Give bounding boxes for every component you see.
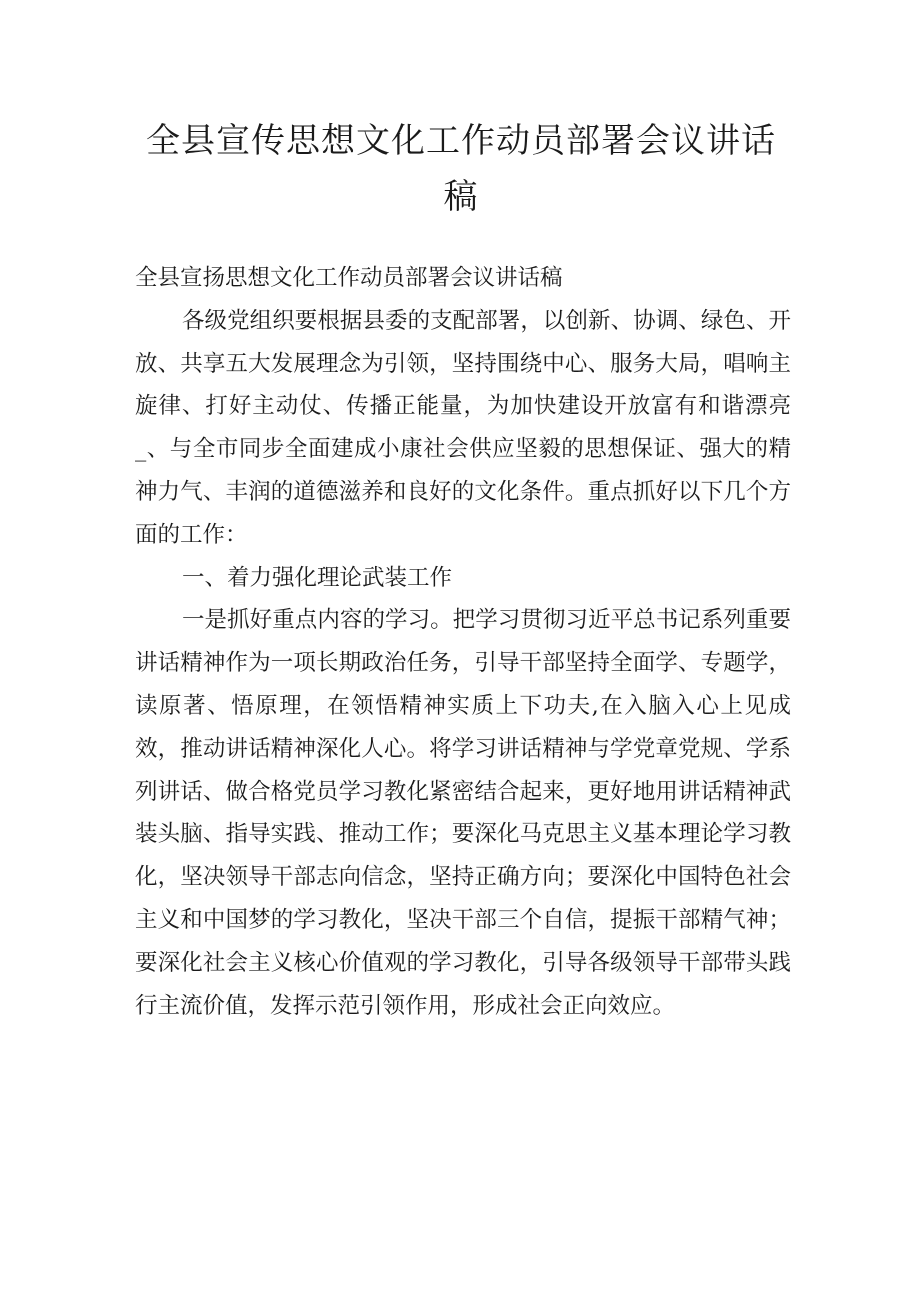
paragraph-study: 一是抓好重点内容的学习。把学习贯彻习近平总书记系列重要讲话精神作为一项长期政治任务，引导干部坚持全面学、专题学，读原著、悟原理，在领悟精神实质上下功夫,在入脑入心上见成效，推动讲话精神深化人心。将学习讲话精神与学党章党规、学系列讲话、做合格党员学习教化紧密结合起来，更好地用讲话精神武装头脑、指导实践、推动工作；要深化马克思主义基本理论学习教化，坚决领导干部志向信念，坚持正确方向；要深化中国特色社会主义和中国梦的学习教化，坚决干部三个自信，提振干部精气神；要深化社会主义核心价值观的学习教化，引导各级领导干部带头践行主流价值，发挥示范引领作用，形成社会正向效应。 (135, 607, 791, 1019)
document-body (135, 257, 791, 1027)
paragraph-intro: 各级党组织要根据县委的支配部署，以创新、协调、绿色、开放、共享五大发展理念为引领，坚持围绕中心、服务大局，唱响主旋律、打好主动仗、传播正能量，为加快建设开放富有和谐漂亮_、与全市同步全面建成小康社会供应坚毅的思想保证、强大的精神力气、丰润的道德滋养和良好的文化条件。重点抓好以下几个方面的工作： (135, 307, 791, 548)
document-title: 全县宣传思想文化工作动员部署会议讲话稿 (146, 121, 776, 217)
document-subtitle: 全县宣扬思想文化工作动员部署会议讲话稿 (135, 265, 563, 291)
section-heading-1: 一、着力强化理论武装工作 (182, 564, 453, 591)
